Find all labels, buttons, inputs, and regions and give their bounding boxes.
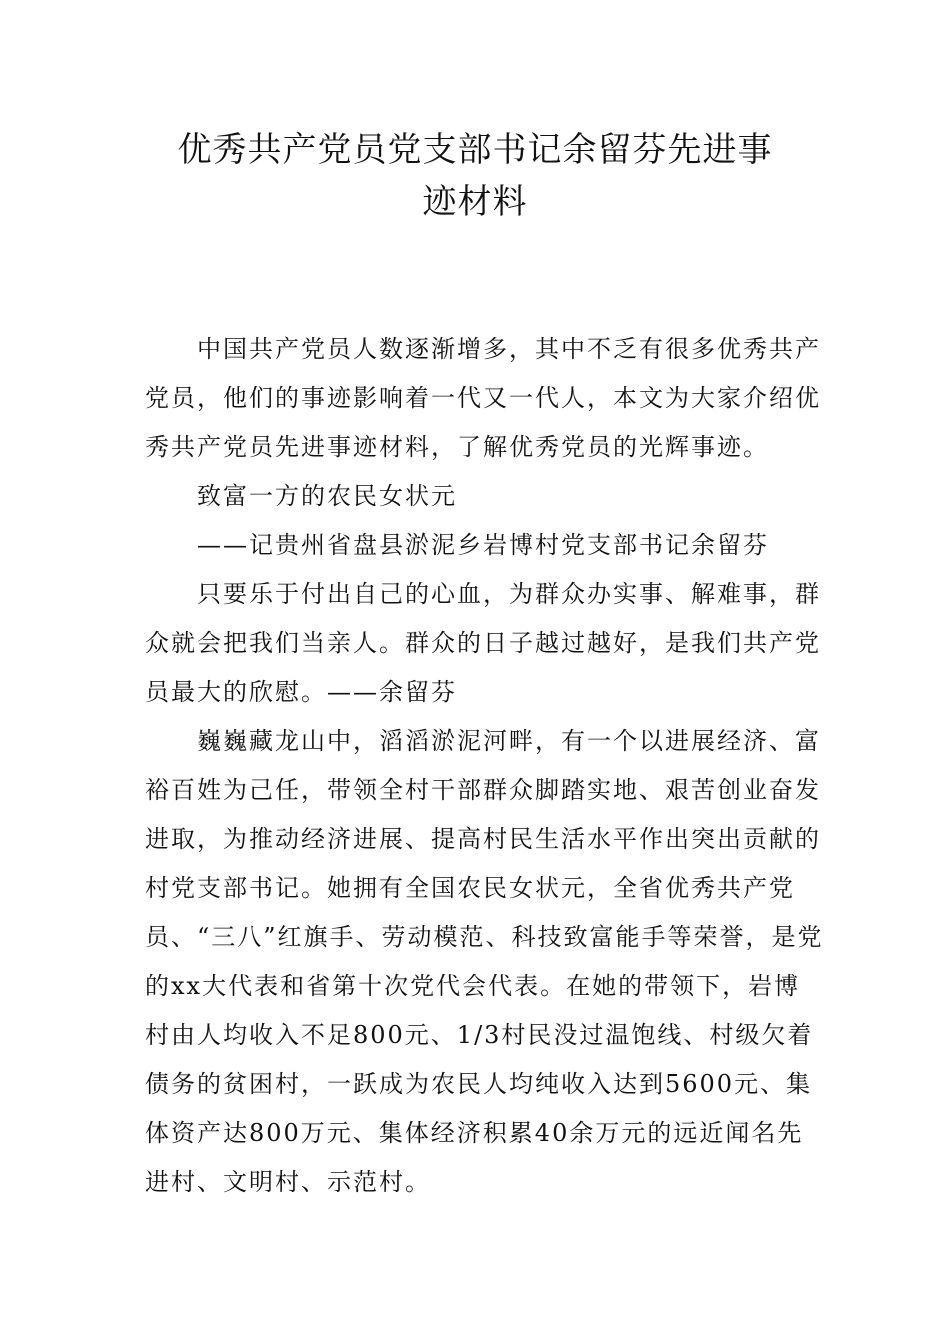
- document-title: [120, 124, 830, 228]
- intro-paragraph: 中国共产党员人数逐渐增多，其中不乏有很多优秀共产党员，他们的事迹影响着一代又一代人，本文为大家介绍优秀共产党员先进事迹材料，了解优秀党员的光辉事迹。: [145, 335, 821, 461]
- main-paragraph: 巍巍藏龙山中，滔滔淤泥河畔，有一个以进展经济、富裕百姓为己任，带领全村干部群众脚踏实地、艰苦创业奋发进取，为推动经济进展、提高村民生活水平作出突出贡献的村党支部书记。她拥有全国农民女状元，全省优秀共产党员、“三八”红旗手、劳动模范、科技致富能手等荣誉，是党的xx大代表和省第十次党代会代表。在她的带领下，岩博村由人均收入不足800元、1/3村民没过温饱线、村级欠着债务的贫困村，一跃成为农民人均纯收入达到5600元、集体资产达800万元、集体经济积累40余万元的远近闻名先进村、文明村、示范村。: [145, 727, 824, 1196]
- title-line-1: 优秀共产党员党支部书记余留芬先进事: [177, 130, 773, 170]
- quote-paragraph: 只要乐于付出自己的心血，为群众办实事、解难事，群众就会把我们当亲人。群众的日子越过越好，是我们共产党员最大的欣慰。——余留芬: [145, 580, 821, 706]
- section-heading: 致富一方的农民女状元: [197, 482, 457, 510]
- title-line-2: 迹材料: [422, 182, 528, 222]
- section-subheading: ——记贵州省盘县淤泥乡岩博村党支部书记余留芬: [197, 531, 769, 559]
- document-body: [145, 325, 825, 1207]
